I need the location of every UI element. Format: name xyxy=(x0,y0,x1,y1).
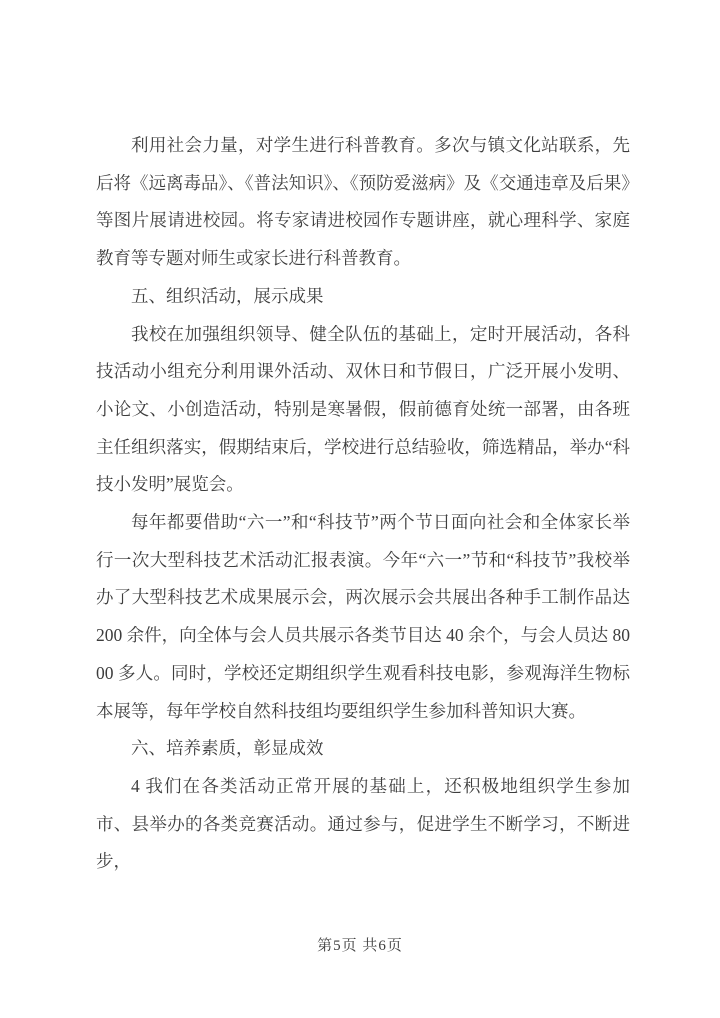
section-heading-5: 五、组织活动，展示成果 xyxy=(131,285,324,306)
section-heading-6: 六、培养素质，彰显成效 xyxy=(131,738,324,759)
paragraph-activity-organization: 我校在加强组织领导、健全队伍的基础上，定时开展活动，各科技活动小组充分利用课外活动、双休日和节假日，广泛开展小发明、小论文、小创造活动，特别是寒暑假，假前德育处统一部署，由各班主任组织落实，假期结束后，学校进行总结验收，筛选精品，举办“科技小发明”展览会。 xyxy=(96,323,630,495)
paragraph-competition-participation: 4 我们在各类活动正常开展的基础上，还积极地组织学生参加市、县举办的各类竞赛活动。通过参与，促进学生不断学习，不断进步， xyxy=(96,775,630,872)
document-body xyxy=(96,127,630,881)
page-number-footer: 第5页 共6页 xyxy=(317,938,403,954)
paragraph-science-outreach: 利用社会力量，对学生进行科普教育。多次与镇文化站联系，先后将《远离毒品》、《普法知识》、《预防爱滋病》及《交通违章及后果》等图片展请进校园。将专家请进校园作专题讲座，就心理科学、家庭教育等专题对师生或家长进行科普教育。 xyxy=(96,135,630,269)
paragraph-festival-exhibition: 每年都要借助“六一”和“科技节”两个节日面向社会和全体家长举行一次大型科技艺术活动汇报表演。今年“六一”节和“科技节”我校举办了大型科技艺术成果展示会，两次展示会共展出各种手工制作品达 200 余件，向全体与会人员共展示各类节目达 40 余个，与会人员达 8000 多人。同时，学校还定期组织学生观看科技电影，参观海洋生物标本展等，每年学校自然科技组均要组织学生参加科普知识大赛。 xyxy=(96,512,630,721)
